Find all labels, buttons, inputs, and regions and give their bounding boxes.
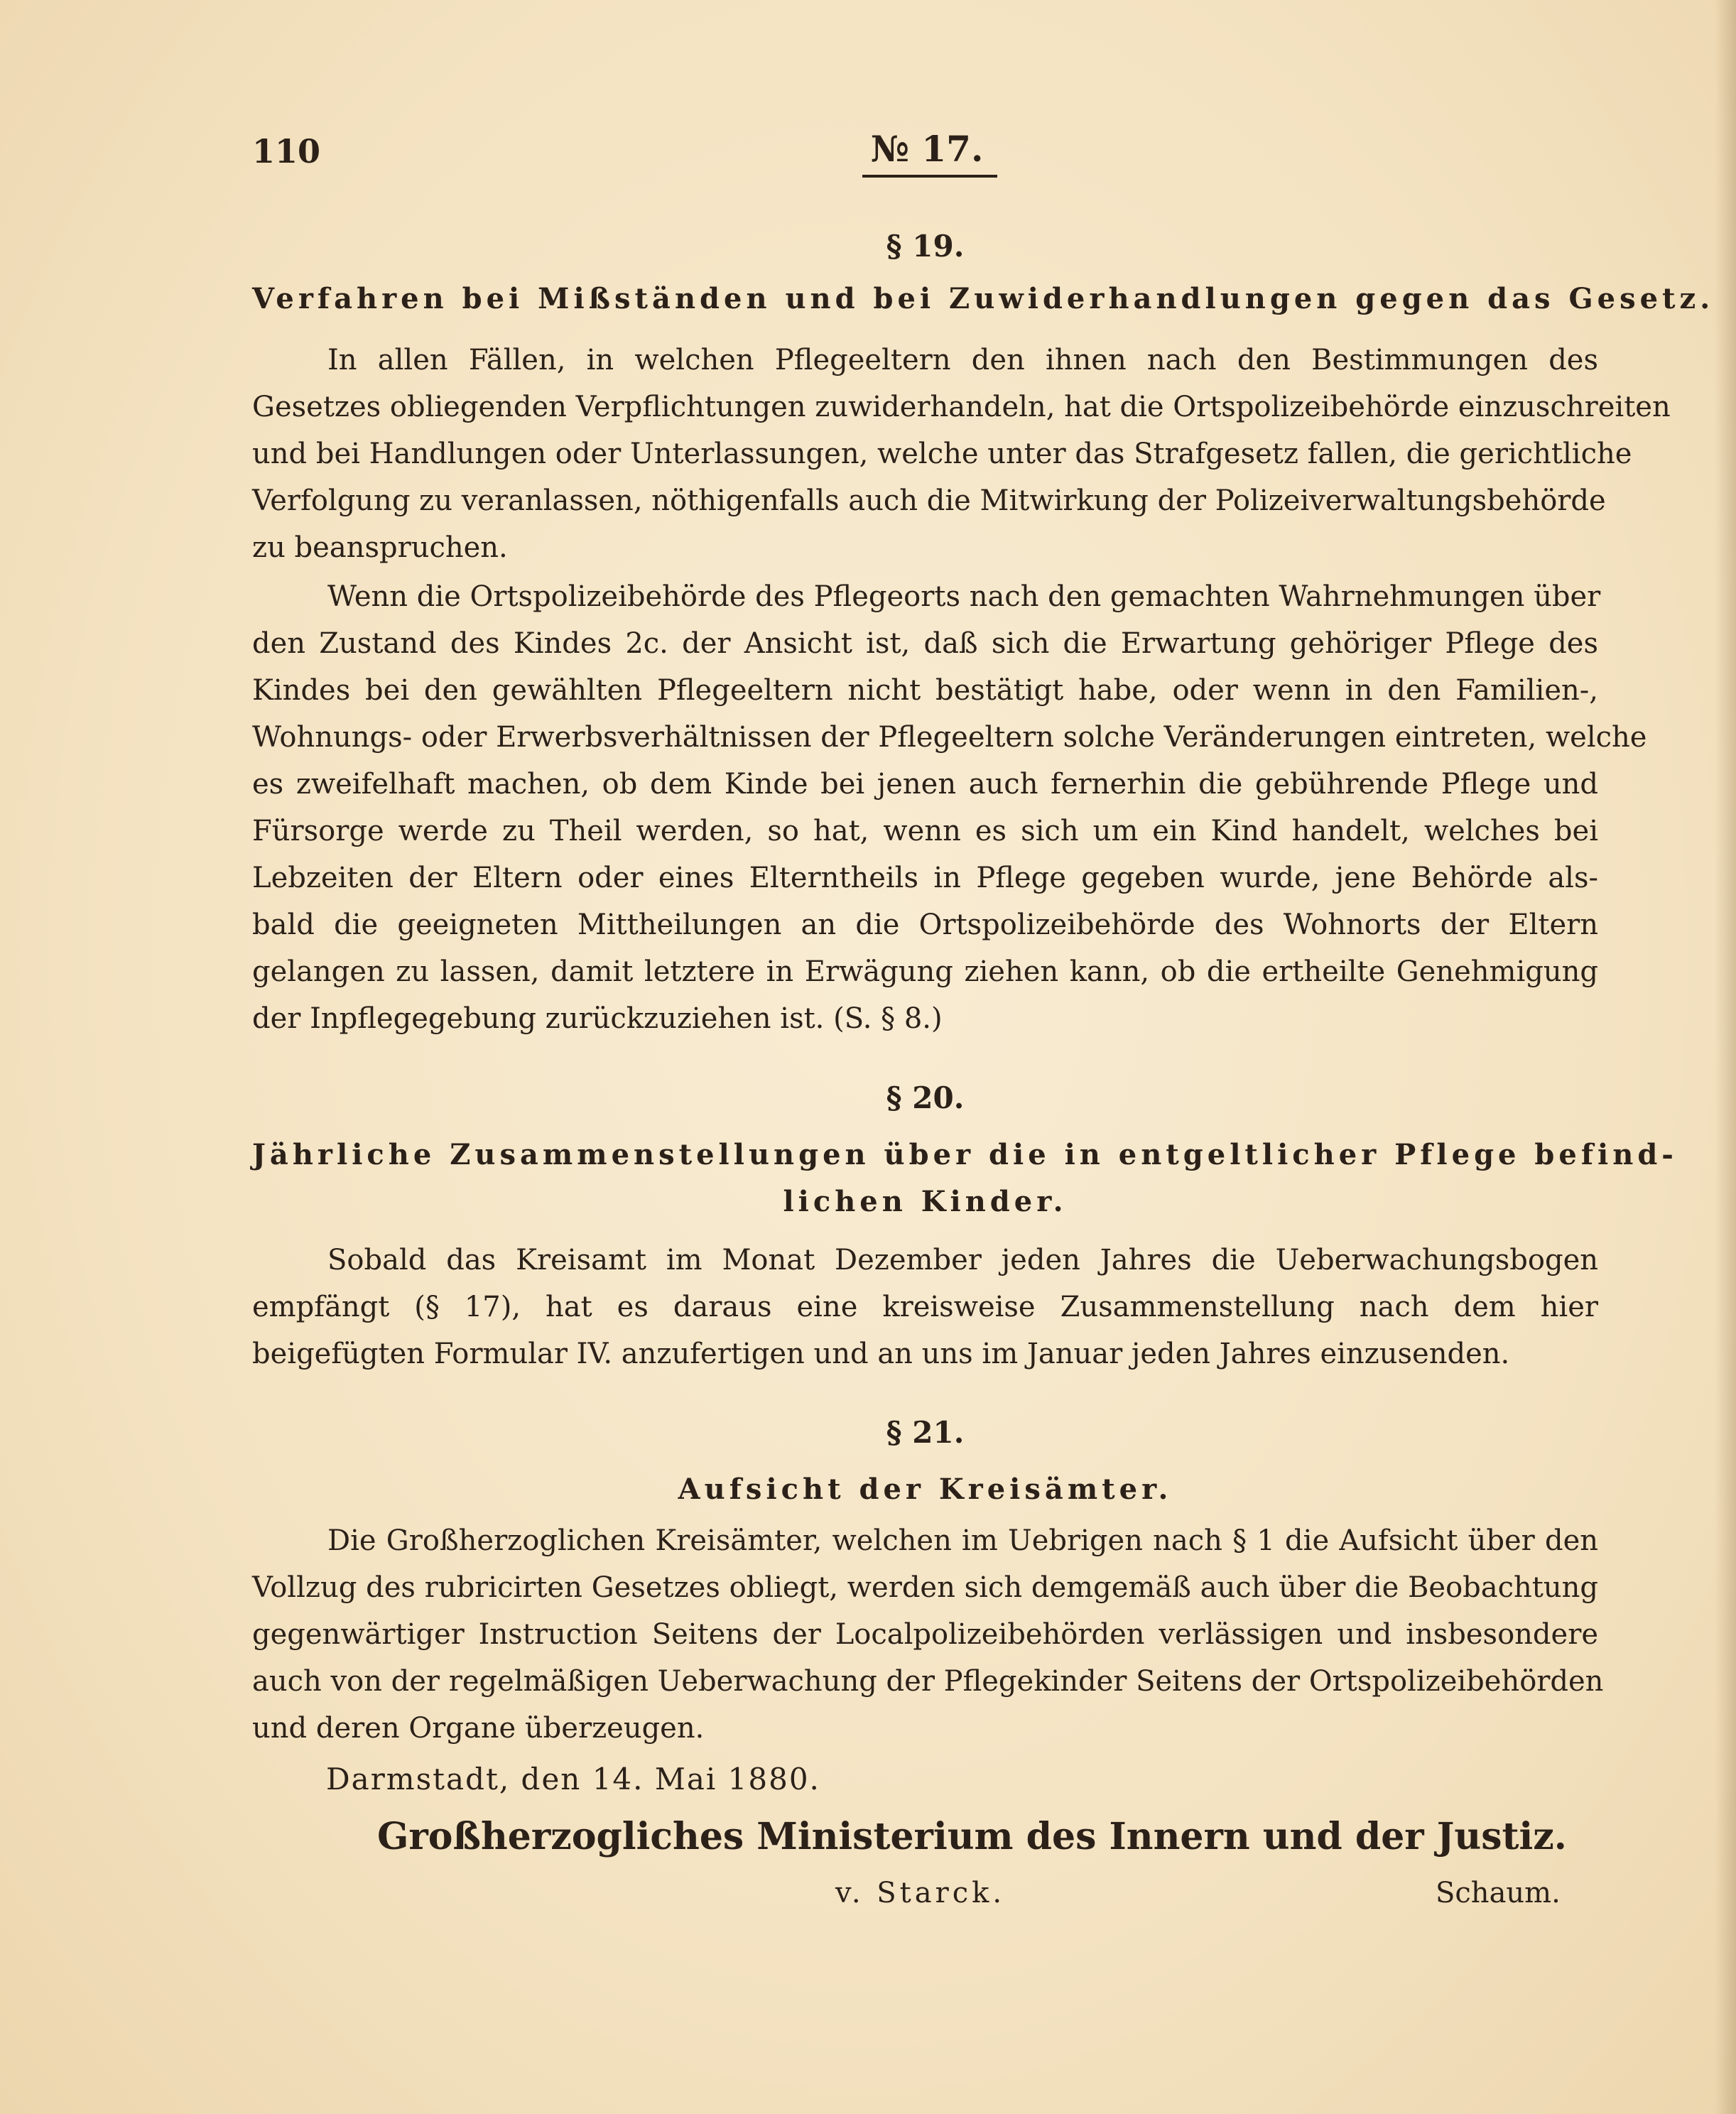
page-number: 110 — [252, 132, 321, 170]
text-line: zu beanspruchen. — [252, 531, 508, 564]
text-line: auch von der regelmäßigen Ueberwachung der Pflegekinder Seitens der Ortspolizeibehörden — [252, 1665, 1604, 1698]
heading-line: Aufsicht der Kreisämter. — [678, 1473, 1173, 1506]
text-line: und deren Organe überzeugen. — [252, 1712, 705, 1745]
issue-number: № 17. — [870, 128, 984, 170]
signature-schaum: Schaum. — [1436, 1877, 1561, 1909]
text-line: Lebzeiten der Eltern oder eines Elterntheils in Pflege gegeben wurde, jene Behörde als- — [252, 862, 1598, 894]
section-number-20: § 20. — [886, 1080, 965, 1115]
text-line: Verfolgung zu veranlassen, nöthigenfalls auch die Mitwirkung der Polizeiverwaltungsbehörde — [252, 484, 1606, 517]
text-line: bald die geeigneten Mittheilungen an die Ortspolizeibehörde des Wohnorts der Eltern — [252, 909, 1598, 941]
section-number-19: § 19. — [886, 229, 965, 264]
text-line: gelangen zu lassen, damit letztere in Erwägung ziehen kann, ob die ertheilte Genehmigung — [252, 955, 1598, 988]
section-number-21: § 21. — [886, 1415, 965, 1450]
text-line: Die Großherzoglichen Kreisämter, welchen im Uebrigen nach § 1 die Aufsicht über den — [327, 1524, 1598, 1557]
section-heading-21 — [252, 1466, 1598, 1513]
text-line: Gesetzes obliegenden Verpflichtungen zuwiderhandeln, hat die Ortspolizeibehörde einzuschreiten — [252, 391, 1671, 423]
section-heading-20 — [252, 1132, 1678, 1225]
text-line: In allen Fällen, in welchen Pflegeeltern den ihnen nach den Bestimmungen des — [327, 344, 1598, 376]
header-rule — [862, 175, 997, 178]
place-date: Darmstadt, den 14. Mai 1880. — [326, 1762, 820, 1796]
text-line: Kindes bei den gewählten Pflegeeltern nicht bestätigt habe, oder wenn in den Familien-, — [252, 674, 1598, 707]
section-21-paragraph-1 — [252, 1517, 1604, 1752]
signature-starck: v. Starck. — [835, 1877, 1006, 1909]
text-line: Wohnungs- oder Erwerbsverhältnissen der Pflegeeltern solche Veränderungen eintreten, welche — [252, 721, 1647, 754]
section-20-paragraph-1 — [252, 1237, 1598, 1377]
text-line: es zweifelhaft machen, ob dem Kinde bei jenen auch fernerhin die gebührende Pflege und — [252, 768, 1598, 801]
text-line: Sobald das Kreisamt im Monat Dezember jeden Jahres die Ueberwachungsbogen — [327, 1244, 1598, 1276]
text-line: beigefügten Formular IV. anzufertigen und an uns im Januar jeden Jahres einzusenden. — [252, 1338, 1510, 1370]
text-line: empfängt (§ 17), hat es daraus eine kreisweise Zusammenstellung nach dem hier — [252, 1291, 1598, 1323]
text-line: der Inpflegegebung zurückzuziehen ist. (S. § 8.) — [252, 1002, 943, 1035]
section-19-paragraph-1 — [252, 337, 1671, 571]
page-edge-shadow — [1715, 0, 1736, 2114]
text-line: Wenn die Ortspolizeibehörde des Pflegeorts nach den gemachten Wahrnehmungen über — [327, 580, 1601, 613]
section-heading-19 — [252, 276, 1715, 322]
ministry-name: Großherzogliches Ministerium des Innern und der Justiz. — [377, 1815, 1567, 1858]
text-line: Fürsorge werde zu Theil werden, so hat, wenn es sich um ein Kind handelt, welches bei — [252, 815, 1598, 847]
section-19-paragraph-2 — [252, 573, 1647, 1042]
text-line: Vollzug des rubricirten Gesetzes obliegt, werden sich demgemäß auch über die Beobachtung — [252, 1571, 1598, 1604]
heading-line: lichen Kinder. — [783, 1185, 1068, 1218]
heading-line: Verfahren bei Mißständen und bei Zuwiderhandlungen gegen das Gesetz. — [252, 282, 1715, 315]
heading-line: Jährliche Zusammenstellungen über die in entgeltlicher Pflege befind- — [252, 1138, 1678, 1171]
text-line: gegenwärtiger Instruction Seitens der Localpolizeibehörden verlässigen und insbesondere — [252, 1618, 1598, 1651]
text-line: und bei Handlungen oder Unterlassungen, welche unter das Strafgesetz fallen, die gerichtliche — [252, 438, 1632, 470]
text-line: den Zustand des Kindes 2c. der Ansicht ist, daß sich die Erwartung gehöriger Pflege des — [252, 627, 1598, 660]
